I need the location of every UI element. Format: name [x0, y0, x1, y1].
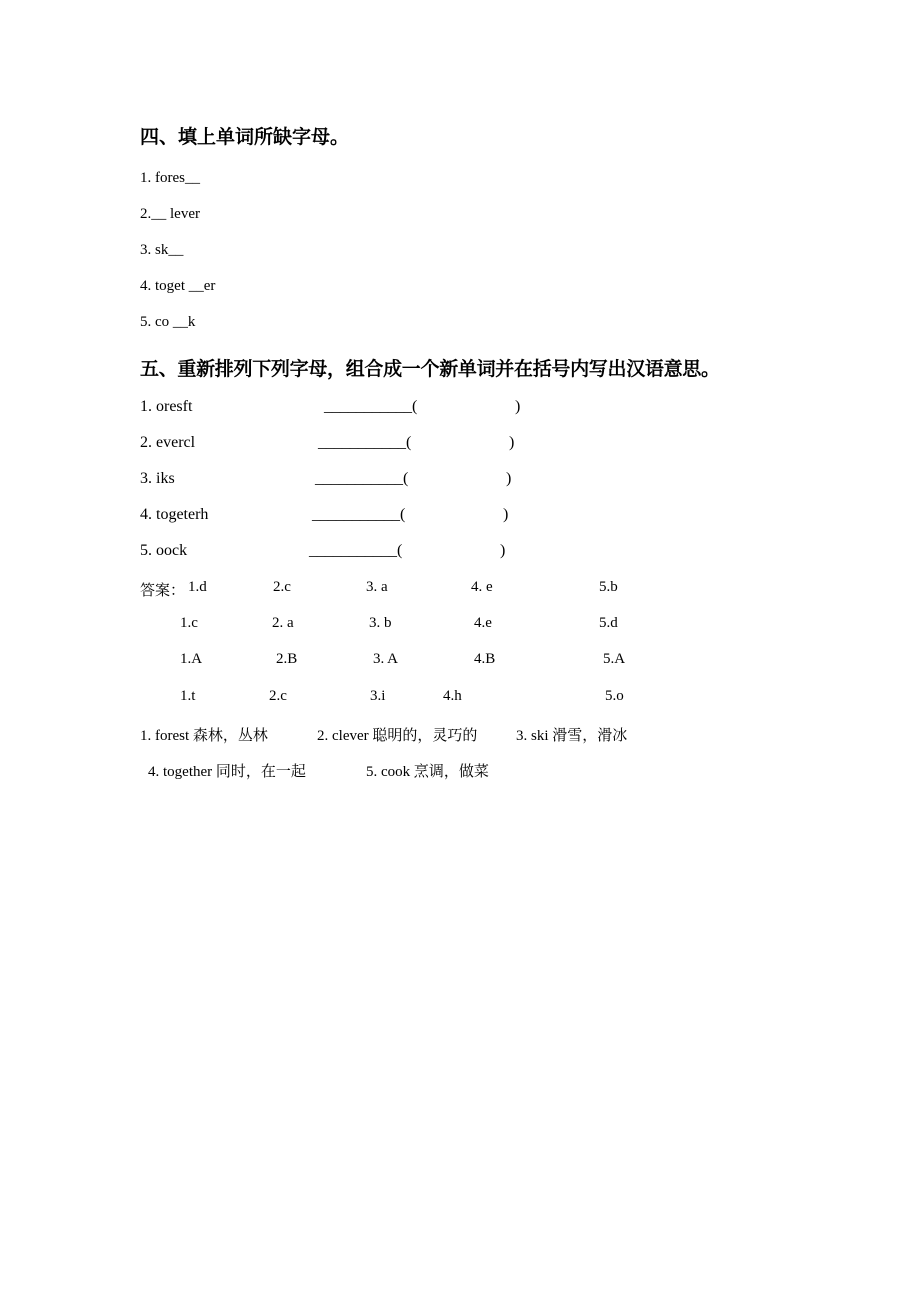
- section5-prompt-5: 5. oock: [140, 542, 188, 559]
- answer-r1-c5: 5.b: [599, 579, 618, 595]
- section5-close-2: ): [509, 434, 515, 451]
- answer-r2-c5: 5.d: [599, 615, 618, 631]
- answer-r3-c5: 5.A: [603, 651, 626, 667]
- answer-r1-c3: 3. a: [366, 579, 388, 595]
- section5-blank-5: ___________(: [309, 542, 403, 559]
- section5-prompt-2: 2. evercl: [140, 434, 196, 451]
- answer-r1-c2: 2.c: [273, 579, 291, 595]
- section5-close-5: ): [500, 542, 506, 559]
- section5-blank-2: ___________(: [318, 434, 412, 451]
- answer-r1-c4: 4. e: [471, 579, 493, 595]
- meaning-1: 1. forest 森林，丛林: [140, 728, 268, 744]
- section4-heading: 四、填上单词所缺字母。: [140, 126, 350, 148]
- answer-r2-c2: 2. a: [272, 615, 294, 631]
- meaning-2: 2. clever 聪明的，灵巧的: [317, 728, 478, 744]
- section4-item-1: 1. fores__: [140, 170, 200, 186]
- answer-r1-c1: 1.d: [188, 579, 207, 595]
- answer-r4-c2: 2.c: [269, 688, 287, 704]
- answer-r3-c1: 1.A: [180, 651, 203, 667]
- section4-item-4: 4. toget __er: [140, 278, 216, 294]
- answer-r3-c4: 4.B: [474, 651, 496, 667]
- answer-r2-c3: 3. b: [369, 615, 392, 631]
- answer-r4-c4: 4.h: [443, 688, 462, 704]
- answers-label: 答案：: [140, 583, 186, 599]
- meaning-4: 4. together 同时，在一起: [148, 764, 306, 780]
- section5-blank-1: ___________(: [324, 398, 418, 415]
- section5-blank-3: ___________(: [315, 470, 409, 487]
- section5-prompt-4: 4. togeterh: [140, 506, 209, 523]
- answer-r2-c1: 1.c: [180, 615, 198, 631]
- section4-item-3: 3. sk__: [140, 242, 184, 258]
- section4-item-2: 2.__ lever: [140, 206, 200, 222]
- answer-r3-c2: 2.B: [276, 651, 298, 667]
- answer-r4-c5: 5.o: [605, 688, 624, 704]
- section5-close-3: ): [506, 470, 512, 487]
- section5-heading: 五、重新排列下列字母，组合成一个新单词并在括号内写出汉语意思。: [140, 358, 720, 380]
- meaning-3: 3. ski 滑雪，滑冰: [516, 728, 628, 744]
- section5-close-1: ): [515, 398, 521, 415]
- section5-prompt-1: 1. oresft: [140, 398, 193, 415]
- answer-r4-c3: 3.i: [370, 688, 386, 704]
- answer-r2-c4: 4.e: [474, 615, 492, 631]
- section5-blank-4: ___________(: [312, 506, 406, 523]
- answer-r4-c1: 1.t: [180, 688, 196, 704]
- answer-r3-c3: 3. A: [373, 651, 399, 667]
- section5-close-4: ): [503, 506, 509, 523]
- section5-prompt-3: 3. iks: [140, 470, 175, 487]
- section4-item-5: 5. co __k: [140, 314, 196, 330]
- meaning-5: 5. cook 烹调，做菜: [366, 764, 489, 780]
